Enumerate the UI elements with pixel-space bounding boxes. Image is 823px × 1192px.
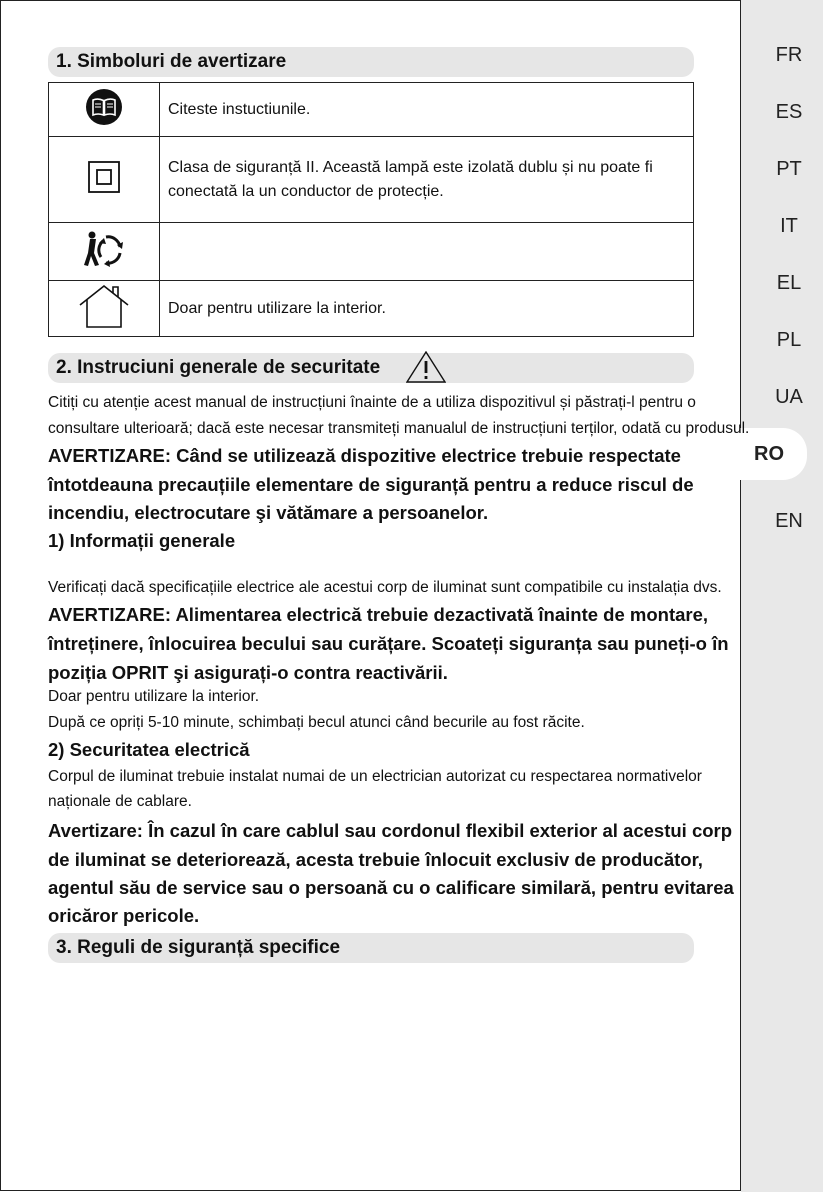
section-1-title: 1. Simboluri de avertizare: [48, 47, 694, 77]
book-icon: [49, 83, 160, 137]
house-icon: [49, 281, 160, 337]
symbol-text-class2: Clasa de siguranță II. Această lampă este izolată dublu și nu poate fi conectată la un conductor de protecție.: [160, 137, 694, 223]
lang-tab-ua[interactable]: UA: [775, 386, 803, 408]
warning-2-line-3: poziția OPRIT şi asigurați-o contra reactivării.: [48, 662, 448, 683]
symbol-text-read: Citeste instuctiunile.: [160, 83, 694, 137]
lang-tab-el[interactable]: EL: [776, 272, 802, 294]
section-2-title: [48, 353, 694, 383]
symbol-row: [49, 137, 694, 223]
subheading-general-info: 1) Informații generale: [48, 530, 236, 551]
warning-3-line-1: Avertizare: În cazul în care cablul sau cordonul flexibil exterior al acestui corp: [48, 820, 733, 841]
intro-line-2: consultare ulterioară; dacă este necesar transmiteți manualul de instrucțiuni terților, odată cu produsul.: [48, 420, 750, 437]
warning-triangle-icon: [406, 351, 446, 383]
symbol-text-indoor: Doar pentru utilizare la interior.: [160, 281, 694, 337]
warning-3-line-3: agentul său de service sau o persoană cu o calificare similară, pentru evitarea: [48, 877, 734, 898]
lang-tab-en[interactable]: EN: [775, 510, 803, 532]
lang-tab-pl[interactable]: PL: [776, 329, 802, 351]
lang-tab-es[interactable]: ES: [775, 101, 803, 123]
check-specs-text: Verificați dacă specificațiile electrice ale acestui corp de iluminat sunt compatibile cu instalația dvs.: [48, 579, 722, 596]
warning-2-line-1: AVERTIZARE: Alimentarea electrică trebuie dezactivată înainte de montare,: [48, 604, 709, 625]
symbols-table: [48, 82, 694, 337]
language-sidebar: [741, 0, 823, 1192]
electrician-line-2: naționale de cablare.: [48, 793, 192, 810]
bulb-cooldown-text: După ce opriți 5-10 minute, schimbați becul atunci când becurile au fost răcite.: [48, 714, 585, 731]
lang-tab-it[interactable]: IT: [780, 215, 798, 237]
intro-line-1: Citiți cu atenție acest manual de instrucțiuni înainte de a utiliza dispozitivul și păstrați-l pentru o: [48, 394, 696, 411]
symbol-row: [49, 83, 694, 137]
section-3-title: 3. Reguli de siguranță specifice: [48, 933, 694, 963]
electrician-line-1: Corpul de iluminat trebuie instalat numai de un electrician autorizat cu respectarea normativelor: [48, 768, 702, 785]
lang-tab-fr[interactable]: FR: [775, 44, 803, 66]
lang-tab-ro-active[interactable]: RO: [701, 428, 807, 480]
recycle-triman-icon: [49, 223, 160, 281]
symbol-row: [49, 281, 694, 337]
warning-3-line-4: oricăror pericole.: [48, 905, 200, 926]
symbol-row: [49, 223, 694, 281]
symbol-text-recycle: [160, 223, 694, 281]
warning-3-line-2: de iluminat se deteriorează, acesta trebuie înlocuit exclusiv de producător,: [48, 849, 703, 870]
section-2-title-text: 2. Instruciuni generale de securitate: [56, 357, 381, 378]
warning-1-line-1: AVERTIZARE: Când se utilizează dispozitive electrice trebuie respectate: [48, 445, 681, 466]
warning-2-line-2: întreținere, înlocuirea becului sau curățare. Scoateți siguranța sau puneți-o în: [48, 633, 729, 654]
warning-1-line-3: incendiu, electrocutare şi vătămare a persoanelor.: [48, 502, 489, 523]
subheading-electrical-safety: 2) Securitatea electrică: [48, 739, 250, 760]
lang-tab-pt[interactable]: PT: [776, 158, 802, 180]
double-insulation-icon: [49, 137, 160, 223]
warning-1-line-2: întotdeauna precauțiile elementare de siguranță pentru a reduce riscul de: [48, 474, 694, 495]
indoor-only-text: Doar pentru utilizare la interior.: [48, 688, 260, 705]
